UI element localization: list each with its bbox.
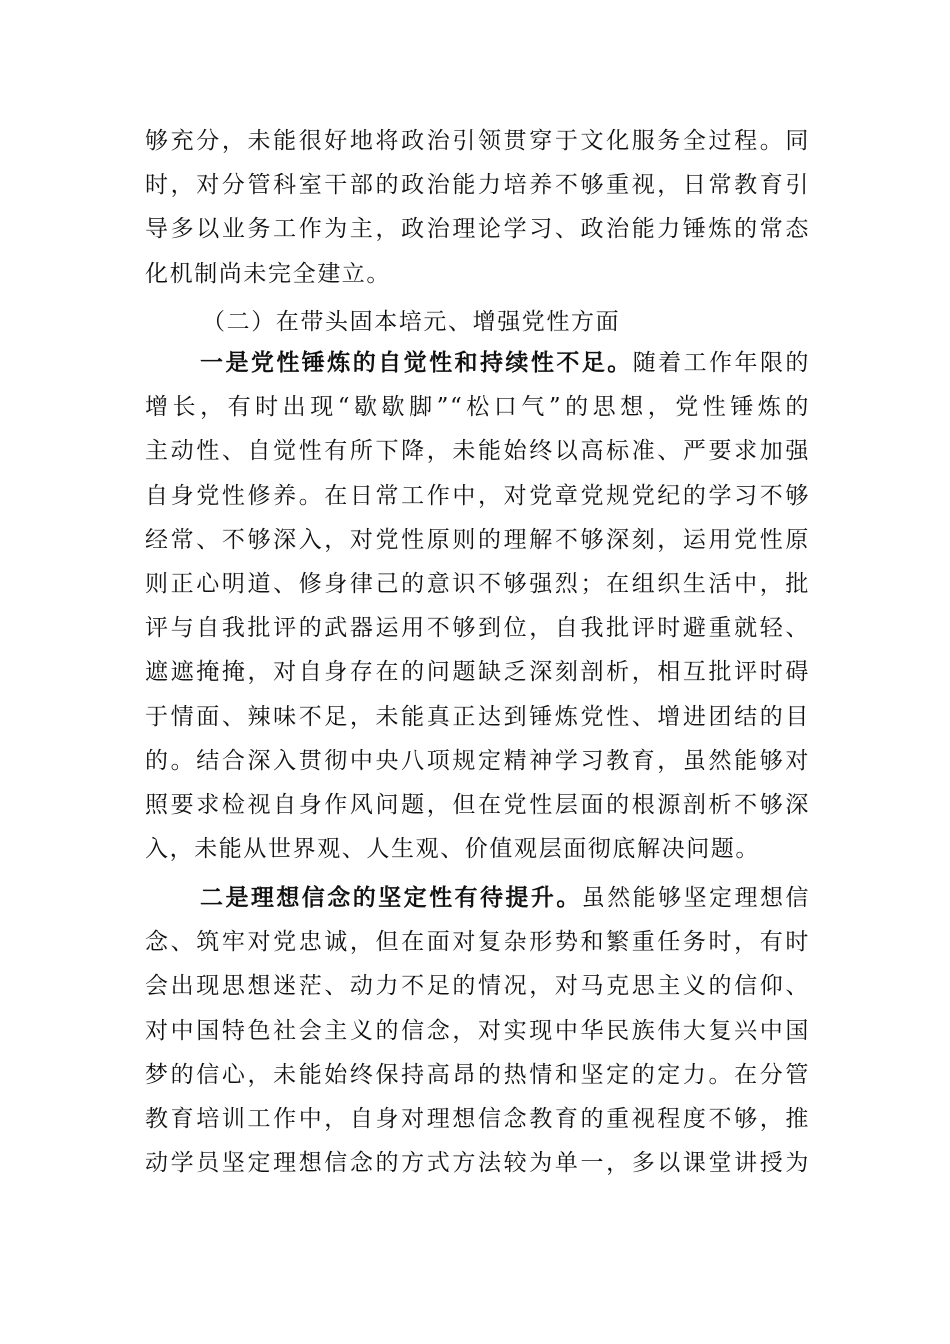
paragraph-two-first-line-rest: 虽然能够坚定理想信 [581, 885, 810, 911]
text-line: 主动性、自觉性有所下降，未能始终以高标准、严要求加强 [145, 438, 810, 465]
paragraph-one [145, 341, 810, 871]
text-line: 则正心明道、修身律己的意识不够强烈；在组织生活中，批 [145, 570, 810, 597]
text-line: 增长，有时出现“歇歇脚”“松口气”的思想，党性锤炼的 [145, 394, 810, 421]
section-heading-block [145, 300, 810, 344]
continuation-paragraph [145, 119, 810, 296]
text-line: 照要求检视自身作风问题，但在党性层面的根源剖析不够深 [145, 791, 810, 818]
paragraph-one-first-line-rest: 随着工作年限的 [632, 350, 810, 376]
text-line: 经常、不够深入，对党性原则的理解不够深刻，运用党性原 [145, 526, 810, 553]
text-line: 遮遮掩掩，对自身存在的问题缺乏深刻剖析，相互批评时碍 [145, 659, 810, 686]
paragraph-one-first-line [145, 341, 810, 385]
text-line: 化机制尚未完全建立。 [145, 260, 391, 287]
section-heading: （二）在带头固本培元、增强党性方面 [202, 309, 621, 335]
text-line: 动学员坚定理想信念的方式方法较为单一，多以课堂讲授为 [145, 1150, 810, 1177]
text-line: 会出现思想迷茫、动力不足的情况，对马克思主义的信仰、 [145, 973, 810, 1000]
text-line: 教育培训工作中，自身对理想信念教育的重视程度不够，推 [145, 1105, 810, 1132]
paragraph-two-lead: 二是理想信念的坚定性有待提升。 [200, 884, 582, 911]
text-line: 够充分，未能很好地将政治引领贯穿于文化服务全过程。同 [145, 128, 810, 154]
text-line: 梦的信心，未能始终保持高昂的热情和坚定的定力。在分管 [145, 1061, 810, 1088]
text-line: 入，未能从世界观、人生观、价值观层面彻底解决问题。 [145, 836, 760, 863]
text-line: 念、筑牢对党忠诚，但在面对复杂形势和繁重任务时，有时 [145, 929, 810, 956]
paragraph-two-first-line [145, 876, 810, 920]
text-line: 时，对分管科室干部的政治能力培养不够重视，日常教育引 [145, 172, 810, 199]
text-line: 对中国特色社会主义的信念，对实现中华民族伟大复兴中国 [145, 1017, 810, 1044]
text-line: 评与自我批评的武器运用不够到位，自我批评时避重就轻、 [145, 615, 810, 642]
text-line: 的。结合深入贯彻中央八项规定精神学习教育，虽然能够对 [145, 747, 810, 774]
paragraph-two [145, 876, 810, 1185]
text-line: 自身党性修养。在日常工作中，对党章党规党纪的学习不够 [145, 482, 810, 509]
text-line: 导多以业务工作为主，政治理论学习、政治能力锤炼的常态 [145, 216, 810, 243]
paragraph-one-lead: 一是党性锤炼的自觉性和持续性不足。 [200, 349, 633, 376]
text-line: 于情面、辣味不足，未能真正达到锤炼党性、增进团结的目 [145, 703, 810, 730]
